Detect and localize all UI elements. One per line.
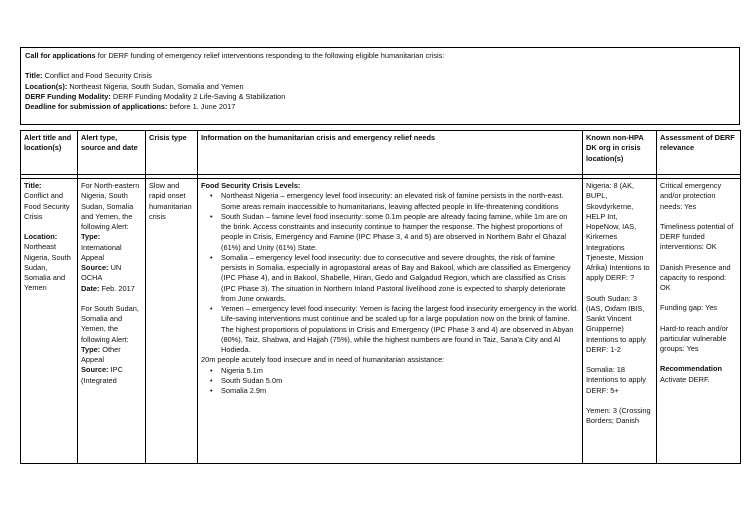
assessment-timeliness: Timeliness potential of DERF funded interventions: OK	[660, 221, 734, 252]
table-header-row	[21, 131, 741, 175]
alert-source-2-value: IPC (Integrated	[81, 365, 123, 385]
alert-type-2-label: Type:	[81, 344, 101, 354]
alert-date-1-label: Date:	[81, 283, 100, 293]
call-header-box	[20, 47, 740, 125]
modality-line	[25, 92, 735, 102]
orgs-somalia: Somalia: 18 Intentions to apply DERF: 5+	[586, 365, 646, 395]
list-item: • Somalia 2.9m	[221, 386, 579, 396]
alert-source-2-label: Source:	[81, 365, 109, 375]
list-item: • South Sudan – famine level food insecurity: some 0.1m people are already facing famine, while 1m are on the brink. Access constraints and insecurity continue to hamper the response. The highest proportions of people in Crisis, Emergency and Famine (IPC Phase 3, 4 and 5) are observed in Northern Bahr el Ghazal (61%) and Unity (61%) State.	[221, 212, 579, 253]
assessment-danish-presence: Danish Presence and capacity to respond: OK	[660, 262, 731, 292]
document-page	[20, 47, 740, 464]
table-row	[21, 179, 741, 464]
locations-value: Northeast Nigeria, South Sudan, Somalia and Yemen	[67, 81, 244, 91]
list-item: • Nigeria 5.1m	[221, 366, 579, 376]
col-header-information: Information on the humanitarian crisis and emergency relief needs	[198, 131, 583, 175]
call-label: Call for applications	[25, 51, 96, 60]
modality-value: DERF Funding Modality 2 Life-Saving & Stabilization	[110, 91, 286, 101]
crisis-level-list	[201, 191, 579, 355]
alert-type-cell	[78, 179, 146, 464]
call-line	[25, 51, 735, 61]
assessment-vulnerable-groups: Hard-to reach and/or particular vulnerable groups: Yes	[660, 323, 729, 353]
col-header-alert-type: Alert type, source and date	[78, 131, 146, 175]
alert-title-cell	[21, 179, 78, 464]
alert-type-2-value: Other Appeal	[81, 344, 121, 364]
deadline-label: Deadline for submission of applications:	[25, 102, 168, 112]
recommendation-label: Recommendation	[660, 364, 723, 374]
alert-type-1-label: Type:	[81, 232, 101, 242]
col-header-crisis-type: Crisis type	[146, 131, 198, 175]
col-header-alert-title: Alert title and location(s)	[21, 131, 78, 175]
title-line	[25, 71, 735, 81]
locations-label: Location(s):	[25, 81, 68, 91]
list-item: • Yemen – emergency level food insecurity: Yemen is facing the largest food insecurity emergency in the world. Life-saving interventions must continue and be scaled up for a large population now on the brink of famine. The highest proportions of populations in Crisis and Emergency (IPC Phase 3 and 4) are observed in Abyan (80%), Taiz, Shabwa, and Hajjah (75%), while the highest numbers are found in Taiz, Sana'a City and Al Hodieda.	[221, 304, 579, 355]
list-item: • Northeast Nigeria – emergency level food insecurity: an elevated risk of famine persists in the north-east. Some areas remain inaccessible to humanitarians, leaving affected people in life-threatening conditions	[221, 191, 579, 212]
list-item: • Somalia – emergency level food insecurity: due to consecutive and severe droughts, the risk of famine persists in Somalia, especially in agropastoral areas of Bay and Bakool, which are classified as Emergency (IPC Phase 4), and in Bakool, Shabelle, Hiran, Gedo and Galgadud Region, which are classified as Crisis (IPC Phase 3). The situation in Northern Inland Pastoral livelihood zone is expected to sharply deteriorate from June onwards.	[221, 253, 579, 304]
orgs-south-sudan: South Sudan: 3 (IAS, Oxfam IBIS, Sankt Vincent Grupperne) Intentions to apply DERF: 1-2	[586, 293, 646, 354]
alert-intro-1: For North-eastern Nigeria, South Sudan, Somalia and Yemen, the following Alert:	[81, 181, 140, 231]
people-in-need-text: 20m people acutely food insecure and in need of humanitarian assistance:	[201, 355, 445, 365]
alert-type-1-value: International Appeal	[81, 242, 122, 262]
alert-intro-2: For South Sudan, Somalia and Yemen, the following Alert:	[81, 303, 139, 344]
crisis-table	[20, 130, 741, 464]
locations-line	[25, 82, 735, 92]
assessment-funding-gap: Funding gap: Yes	[660, 303, 718, 313]
alert-location-value: Northeast Nigeria, South Sudan, Somalia and Yemen	[24, 242, 71, 293]
alert-title-value: Conflict and Food Security Crisis	[24, 191, 70, 221]
info-heading: Food Security Crisis Levels:	[201, 181, 301, 190]
known-orgs-cell	[583, 179, 657, 464]
crisis-type-cell	[146, 179, 198, 464]
title-label: Title:	[25, 71, 43, 81]
modality-label: DERF Funding Modality:	[25, 91, 111, 101]
list-item: • South Sudan 5.0m	[221, 376, 579, 386]
recommendation-value: Activate DERF.	[660, 374, 710, 384]
alert-date-1-value: Feb. 2017	[99, 283, 135, 293]
deadline-value: before 1. June 2017	[167, 102, 236, 112]
orgs-yemen: Yemen: 3 (Crossing Borders; Danish	[586, 405, 651, 425]
alert-title-label: Title:	[24, 181, 42, 190]
assessment-critical-needs: Critical emergency and/or protection needs: Yes	[660, 181, 722, 211]
orgs-nigeria: Nigeria: 8 (AK, BUPL, Skovdyrkerne, HELP Int, HopeNow, IAS, Kirkernes Integrations Tjeneste, Mission Afrika) Intentions to apply DERF: ?	[586, 181, 650, 283]
deadline-line	[25, 102, 735, 112]
alert-source-1-label: Source:	[81, 263, 109, 272]
people-in-need-list	[201, 366, 579, 397]
crisis-type-value: Slow and rapid onset humanitarian crisis	[149, 181, 192, 221]
col-header-assessment: Assessment of DERF relevance	[657, 131, 741, 175]
col-header-known-orgs: Known non-HPA DK org in crisis location(s)	[583, 131, 657, 175]
alert-source-1-value: UN OCHA	[81, 263, 122, 283]
alert-location-label: Location:	[24, 232, 58, 241]
call-text: for DERF funding of emergency relief interventions responding to the following eligible humanitarian crisis:	[95, 51, 445, 60]
assessment-cell	[657, 179, 741, 464]
information-cell	[198, 179, 583, 464]
title-value: Conflict and Food Security Crisis	[42, 71, 152, 81]
